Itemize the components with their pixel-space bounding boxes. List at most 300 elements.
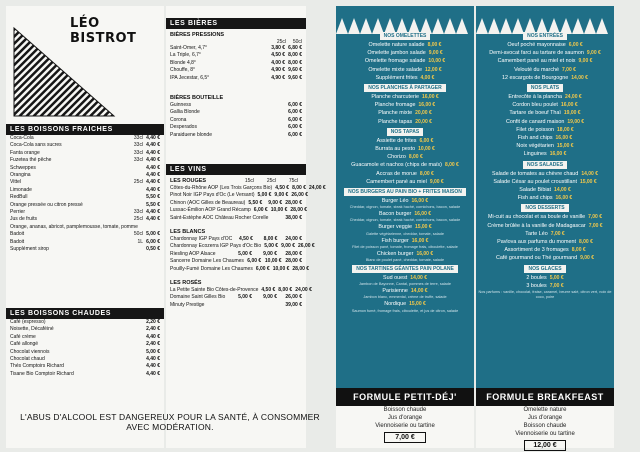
item-price: 4,40 € (146, 186, 160, 193)
draft-beers-list (166, 45, 306, 82)
menu-row (6, 202, 164, 209)
item-price: 4,40 € (146, 356, 160, 363)
item-name: Orangina (10, 172, 31, 179)
menu-row (166, 265, 310, 273)
item-price-large: 6,80 € (288, 45, 302, 51)
item-price-15cl: 4,50 € (275, 185, 290, 191)
menu-row (6, 341, 164, 348)
item-name: Omelette jambon salade (367, 50, 426, 57)
salades-header: NOS SALADES (523, 161, 567, 169)
formula-petit-dej-line: Boisson chaude (383, 407, 427, 413)
glaces-header: NOS GLACES (524, 265, 565, 273)
item-price: 9,00 € (429, 178, 444, 185)
glaces-list (476, 274, 614, 290)
menu-item (476, 213, 614, 221)
item-price: 7,00 € (562, 66, 576, 73)
item-price: 14,00 € (554, 187, 571, 194)
col-25cl-wine: 25cl (266, 178, 276, 184)
menu-row (6, 187, 164, 194)
item-name: Assiette de frites (376, 137, 417, 144)
item-price-25cl: 9,00 € (274, 192, 289, 199)
item-name: Lussac-Émilion AOP Grand Récamp (170, 207, 251, 214)
item-price-75cl: 28,00 € (292, 265, 310, 272)
item-price: 15,00 € (556, 143, 574, 150)
item-description: Blanc de poulet pané, cheddar, tomate, salade (365, 258, 445, 263)
col-25cl: 25cl (276, 39, 286, 45)
planches-header: NOS PLANCHES À PARTAGER (364, 84, 445, 92)
item-price-large: 8,00 € (288, 52, 302, 59)
item-price-25cl: 10,00 € (270, 207, 288, 214)
menu-row (166, 117, 306, 124)
menu-row (6, 231, 164, 238)
item-price: 5,00 € (549, 274, 564, 281)
item-name: Tisane Bio Comptoir Richard (10, 370, 74, 377)
menu-row (6, 172, 164, 179)
draft-beers-subheader: BIÈRES PRESSIONS (170, 32, 225, 38)
omelettes-list (336, 41, 474, 82)
item-price: 16,00 € (414, 211, 432, 218)
alcohol-warning: L'ABUS D'ALCOOL EST DANGEREUX POUR LA SANTÉ, À CONSOMMER AVEC MODÉRATION. (20, 412, 320, 432)
menu-row (6, 194, 164, 201)
formula-petit-dej-line: Viennoiserie ou tartine (375, 423, 435, 429)
item-name: Desperados (170, 124, 197, 131)
item-price-25cl: 9,00 € (268, 199, 283, 206)
item-price: 12,00 € (424, 66, 442, 73)
desserts-header: NOS DESSERTS (521, 204, 568, 212)
item-name: Demi-avocat farci au tartare de saumon (489, 50, 584, 57)
menu-item (476, 142, 614, 150)
item-name: 3 boules (526, 282, 547, 289)
item-price: 16,00 € (560, 102, 578, 109)
item-name: RedBull (10, 194, 28, 201)
item-price-25cl: 10,00 € (264, 258, 282, 265)
item-description: Cheddar, oignon, tomate, steak haché, cornichons, bacon, salade (349, 218, 461, 223)
item-price: 7,00 € (550, 230, 565, 237)
menu-item (476, 66, 614, 74)
menu-item (336, 118, 474, 126)
item-name: La Triple, 6,7° (170, 52, 201, 59)
item-name: Café gourmand ou Thé gourmand (495, 255, 578, 262)
item-price: 8,00 € (578, 239, 593, 246)
formula-petit-dej-title: FORMULE PETIT-DÉJ' (336, 388, 474, 406)
menu-row (6, 319, 164, 326)
item-name: Burger veggie (378, 224, 412, 231)
item-name: Café (espresso) (10, 319, 46, 325)
menu-item (476, 254, 614, 262)
white-wines-list (166, 236, 315, 273)
menu-item (476, 274, 614, 282)
item-price: 18,00 € (557, 126, 574, 133)
item-price: 2,40 € (146, 326, 160, 333)
menu-item (336, 223, 474, 231)
item-name: Sud ouest (383, 275, 408, 282)
menu-row (6, 209, 164, 216)
menu-row (166, 109, 306, 116)
item-price: 6,00 € (288, 124, 302, 131)
item-price: 5,00 € (146, 231, 160, 238)
menu-item (336, 170, 474, 178)
menu-row (6, 356, 164, 363)
item-name: Saint-Omer, 4,7° (170, 45, 208, 51)
col-50cl: 50cl (292, 39, 302, 45)
menu-row (6, 179, 164, 186)
item-price-25cl: 9,00 € (263, 250, 277, 257)
menu-item (476, 282, 614, 290)
panel-entrees-desserts (476, 6, 614, 448)
item-name: Coca-Cola sans sucres (10, 142, 62, 149)
item-price: 16,00 € (555, 195, 573, 202)
item-price: 8,00 € (419, 170, 434, 177)
item-name: Velouté du marché (514, 66, 560, 73)
menu-item (476, 194, 614, 202)
item-name: Omelette mixte salade (368, 66, 422, 73)
menu-row (166, 251, 306, 258)
formula-breakfeast-line: Jus d'orange (527, 415, 563, 421)
item-name: Burrata au pesto (375, 146, 416, 153)
item-price-small: 4,90 € (271, 74, 286, 81)
item-price-25cl: 9,00 € (281, 243, 295, 250)
menu-item (476, 246, 614, 254)
menu-item (336, 41, 474, 49)
item-name: Assortiment de 3 fromages (504, 247, 569, 254)
item-price-15cl: 4,50 € (261, 287, 276, 294)
item-price: 15,00 € (579, 178, 597, 185)
item-name: Fish burger (381, 237, 409, 244)
item-price: 4,40 € (146, 209, 160, 216)
item-name: Saint-Estèphe AOC Château Rocher Corelle (170, 214, 269, 221)
item-name: Tartare de boeuf Thaï (509, 110, 561, 117)
item-size: 33cl (133, 149, 144, 156)
item-price: 2,40 € (146, 341, 160, 348)
menu-row (6, 349, 164, 356)
item-name: Parisienne (382, 288, 408, 295)
menu-row (6, 363, 164, 370)
item-price-15cl: 5,00 € (238, 294, 252, 301)
hot-drinks-header: LES BOISSONS CHAUDES (6, 308, 164, 319)
menu-item (336, 101, 474, 109)
item-price-25cl: 8,00 € (263, 236, 278, 243)
item-price: 9,00 € (578, 58, 593, 65)
item-name: Fuzetea thé pêche (10, 157, 52, 164)
item-name: Nordique (384, 301, 407, 308)
item-name: Oeuf poché mayonnaise (507, 42, 566, 48)
menu-item (336, 49, 474, 57)
item-name: IPA Jecestar, 6,5° (170, 74, 210, 81)
item-name: 2 boules (526, 274, 547, 281)
item-price-75cl: 26,00 € (285, 294, 302, 301)
restaurant-title: LÉO BISTROT (70, 16, 137, 46)
item-price: 5,00 € (146, 348, 160, 355)
item-name: Chocolat chaud (10, 356, 45, 363)
item-price: 6,00 € (288, 116, 302, 123)
item-name: Paraiduene blonde (170, 131, 212, 138)
item-price-25cl: 8,00 € (292, 185, 306, 191)
item-name: Blonde 4,8° (170, 59, 196, 66)
item-name: Chardonnay Ecozerra IGP Pays d'Oc Bio (170, 243, 262, 250)
menu-item (336, 145, 474, 153)
item-name: Thés Comptoirs Richard (10, 363, 64, 370)
plats-header: NOS PLATS (527, 84, 563, 92)
menu-item (476, 238, 614, 246)
reds-subheader: LES ROUGES (170, 178, 207, 184)
menu-row (166, 258, 306, 265)
item-name: Pavlova aux parfums du moment (497, 239, 576, 246)
menu-row (166, 60, 306, 67)
item-price: 8,00 € (408, 154, 423, 161)
item-name: Jus de fruits (10, 216, 37, 223)
item-name: Entrecôte à la plancha (508, 94, 562, 101)
menu-item (336, 161, 474, 169)
item-price-15cl: 5,50 € (248, 199, 263, 206)
menu-row (6, 150, 164, 157)
item-price: 4,40 € (146, 149, 160, 156)
item-price: 8,00 € (444, 162, 459, 169)
beers-header: LES BIÈRES (166, 18, 306, 29)
formula-breakfeast-line: Omelette nature (523, 407, 567, 413)
item-price: 19,00 € (563, 110, 581, 117)
tapas-list (336, 137, 474, 186)
item-price-large: 9,60 € (288, 67, 302, 74)
item-price: 2,20 € (146, 319, 160, 325)
item-name: Planche mixte (378, 110, 413, 117)
item-price: 16,00 € (421, 94, 439, 101)
item-price: 24,00 € (564, 94, 582, 101)
item-description: Saumon fumé, fromage frais, ciboulette, et jus de citron, salade (351, 308, 459, 313)
item-price: 5,50 € (146, 201, 160, 208)
formula-breakfeast-line: Boisson chaude (523, 423, 567, 429)
item-name: Filet de poisson (516, 126, 555, 133)
plats-list (476, 93, 614, 159)
red-wines-list (166, 185, 326, 222)
col-15cl: 15cl (244, 178, 254, 184)
menu-item (476, 222, 614, 230)
item-price: 9,00 € (428, 50, 443, 57)
item-name: Chouffe, 8° (170, 67, 195, 74)
menu-item (476, 41, 614, 49)
item-price: 4,40 € (146, 216, 160, 223)
menu-row (6, 165, 164, 172)
item-price: 4,40 € (146, 164, 160, 171)
item-price-25cl: 9,00 € (263, 294, 277, 301)
item-name: Riesling AOP Alsace (170, 250, 216, 257)
item-price: 16,00 € (418, 102, 436, 109)
item-price: 16,00 € (416, 250, 434, 257)
tapas-header: NOS TAPAS (387, 128, 423, 136)
menu-row (166, 124, 306, 131)
menu-row (6, 371, 164, 378)
menu-item (336, 109, 474, 117)
item-price-small: 4,00 € (271, 59, 286, 66)
desserts-list (476, 213, 614, 262)
menu-row (6, 142, 164, 149)
formula-petit-dej (336, 388, 474, 448)
item-price: 20,00 € (415, 110, 432, 117)
formula-breakfeast-line: Viennoiserie ou tartine (515, 431, 575, 437)
item-name: Supplément frites (375, 74, 418, 81)
menu-row (166, 185, 326, 192)
item-name: Cordon bleu poulet (512, 102, 558, 109)
item-price-15cl: 5,00 € (257, 192, 272, 199)
menu-item (336, 237, 474, 245)
menu-row (6, 334, 164, 341)
item-price-75cl: 28,00 € (285, 258, 302, 265)
item-price: 15,00 € (414, 224, 432, 231)
item-price-15cl: 6,00 € (255, 265, 270, 272)
item-size: 33cl (133, 209, 144, 216)
item-price-small: 3,80 € (271, 45, 286, 51)
menu-item (476, 74, 614, 82)
menu-item (476, 134, 614, 142)
menu-item (336, 137, 474, 145)
item-price: 16,00 € (555, 135, 573, 142)
menu-item (336, 274, 474, 282)
formula-petit-dej-line: Jus d'orange (387, 415, 423, 421)
item-price: 6,00 € (568, 42, 583, 48)
item-price: 5,50 € (146, 194, 160, 201)
formula-breakfeast-title: FORMULE BREAKFEAST (476, 388, 614, 406)
glaces-flavours-note: Nos parfums : vanille, chocolat, fraise, caramel, beurre salé, citron vert, noix de coco, poire (478, 290, 612, 300)
item-size: 25cl (133, 179, 144, 186)
item-name: Côtes-du-Rhône AOP (Les Trois Garçons Bio) (170, 185, 273, 191)
menu-item (336, 210, 474, 218)
item-name: Orange pressée ou citron pressé (10, 201, 83, 208)
item-name: Café crème (10, 333, 36, 340)
item-name: Limonade (10, 186, 32, 193)
menu-item (336, 250, 474, 258)
item-price: 10,00 € (418, 146, 435, 153)
item-price: 16,00 € (411, 237, 429, 244)
menu-row (6, 239, 164, 246)
item-price: 4,40 € (146, 142, 160, 149)
menu-item (476, 230, 614, 238)
menu-row (166, 207, 306, 214)
menu-item (476, 109, 614, 117)
menu-row (166, 294, 306, 301)
menu-item (336, 66, 474, 74)
item-price: 7,00 € (588, 214, 602, 221)
item-name: Schweppes (10, 164, 36, 171)
menu-row (166, 236, 306, 243)
item-price: 15,00 € (409, 301, 426, 308)
item-description: Filet de poisson pané, tomate, fromage frais, ciboulette, salade (352, 244, 458, 249)
item-name: Crème brûlée à la vanille de Madagascar (487, 222, 586, 229)
item-price-25cl: 8,00 € (278, 287, 293, 294)
item-description: Cheddar, oignon, tomate, steak haché, cornichons, bacon, salade (349, 205, 461, 210)
item-name: Minuty Prestige (170, 301, 205, 308)
item-name: Sancerre Domaine Les Chaumes (170, 258, 244, 265)
item-price: 20,00 € (415, 118, 432, 125)
item-price-75cl: 28,00 € (285, 199, 302, 206)
menu-row (166, 102, 306, 109)
menu-item (476, 170, 614, 178)
menu-row (166, 192, 309, 199)
burgers-list (336, 197, 474, 263)
item-size: 33cl (133, 157, 144, 164)
item-name: Omelette nature salade (368, 42, 425, 48)
menu-item (336, 74, 474, 82)
wine-size-columns (234, 178, 302, 184)
item-price: 6,00 € (146, 238, 160, 245)
entrees-list (476, 41, 614, 82)
hot-drinks-list (6, 319, 164, 378)
item-name: Planche tapas (378, 118, 413, 125)
item-price: 4,40 € (146, 333, 160, 340)
item-name: Camembert pané au miel et noix (497, 58, 576, 65)
item-name: Coca-Cola (10, 135, 34, 141)
menu-row (166, 215, 306, 222)
menu-row (6, 326, 164, 333)
item-price: 8,00 € (427, 42, 442, 48)
tartines-header: NOS TARTINES GÉANTES PAIN POLANE (352, 265, 458, 273)
menu-row (6, 157, 164, 164)
item-name: Salade Bibiat (519, 187, 552, 194)
item-price: 9,00 € (580, 255, 595, 262)
item-name: Salade de tomates au chèvre chaud (492, 170, 579, 177)
menu-item (476, 118, 614, 126)
item-name: Guinness (170, 102, 192, 109)
menu-row (6, 216, 164, 223)
item-price-75cl: 26,00 € (291, 192, 309, 199)
item-price-15cl: 5,00 € (264, 243, 279, 250)
item-price-75cl: 24,00 € (295, 287, 312, 294)
item-price-large: 9,60 € (288, 74, 302, 81)
whites-subheader: LES BLANCS (170, 229, 206, 236)
item-price: 16,00 € (411, 198, 429, 205)
soft-drinks-list (6, 135, 164, 254)
item-price: 6,00 € (288, 109, 302, 116)
menu-row (166, 52, 306, 59)
item-price-large: 8,00 € (288, 59, 302, 66)
item-name: Domaine Saint Gilles Bio (170, 294, 226, 301)
item-description: Jambon de Bayonne, Cantal, pommes de terre, salade (358, 282, 452, 287)
col-75cl: 75cl (288, 178, 298, 184)
item-price: 14,00 € (410, 288, 428, 295)
item-name: Gallia Blonde (170, 109, 200, 116)
menu-item (476, 178, 614, 186)
item-price: 7,00 € (588, 222, 603, 229)
item-name: Chinon (AOC Gilles de Beaureau) (170, 199, 246, 206)
item-name: Camembert pané au miel (366, 178, 427, 185)
menu-row (166, 75, 306, 82)
menu-row (166, 243, 315, 250)
panel-soft-drinks (6, 6, 164, 448)
item-price: 4,40 € (146, 363, 160, 370)
item-price-small: 4,90 € (271, 67, 286, 74)
panel-omelettes-burgers (336, 6, 474, 448)
item-name: Bacon burger (378, 211, 412, 218)
item-name: Burger Léo (381, 198, 409, 205)
item-name: Orange, ananas, abricot, pamplemousse, tomate, pomme (10, 223, 138, 230)
item-price-75cl: 28,00 € (285, 250, 302, 257)
burgers-header: NOS BURGERS AU PAIN BIO + FRITES MAISON (344, 188, 466, 196)
planches-list (336, 93, 474, 126)
roses-subheader: LES ROSÉS (170, 280, 202, 287)
item-price-75cl: 28,00 € (290, 207, 308, 214)
item-price: 6,00 € (288, 102, 302, 109)
item-name: Guacamole et nachos (chips de maïs) (351, 162, 442, 169)
menu-row (6, 224, 164, 231)
item-price-75cl: 24,00 € (309, 185, 326, 191)
item-price: 7,00 € (549, 282, 564, 289)
menu-item (336, 178, 474, 186)
item-price: 4,40 € (146, 157, 160, 164)
rose-wines-list (166, 287, 312, 309)
menu-item (476, 57, 614, 65)
item-name: Pouilly-Fumé Domaine Les Chaumes (170, 265, 253, 272)
menu-row (166, 302, 306, 309)
menu-item (336, 287, 474, 295)
item-name: Noisette, Décaféiné (10, 326, 54, 333)
